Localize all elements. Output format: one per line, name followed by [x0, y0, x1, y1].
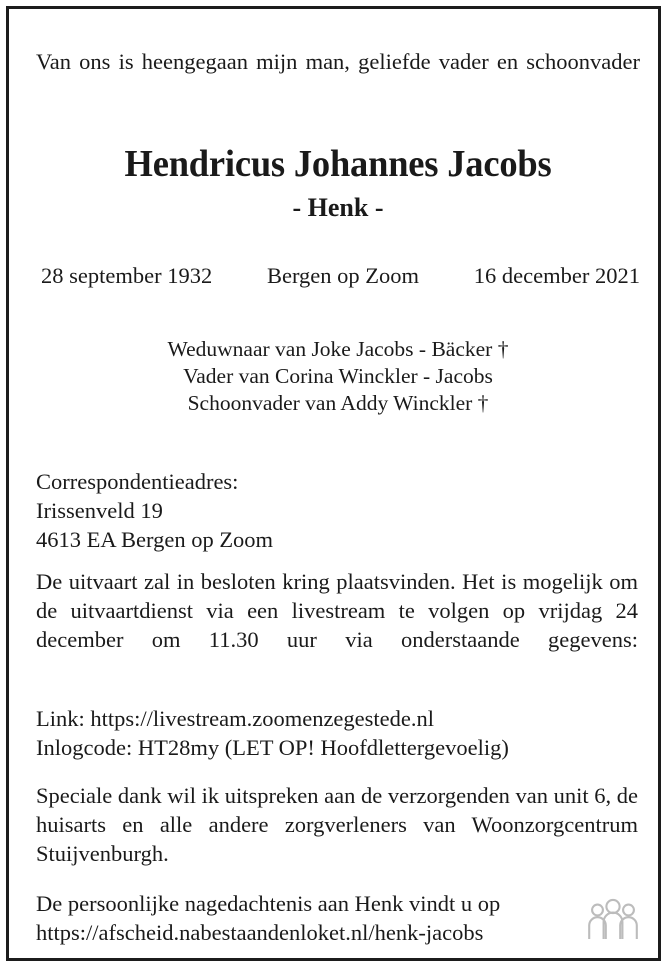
- address-label: Correspondentieadres:: [36, 469, 239, 494]
- relation-line: Schoonvader van Addy Winckler †: [187, 391, 489, 415]
- obituary-notice-frame: [6, 6, 661, 961]
- family-relations: [36, 336, 640, 417]
- three-people-logo-icon: [586, 898, 640, 942]
- life-dates-row: [41, 261, 640, 290]
- death-date: 16 december 2021: [473, 263, 640, 288]
- intro-text: Van ons is heengegaan mijn man, geliefde vader en schoonvader: [36, 49, 640, 74]
- birth-place: Bergen op Zoom: [266, 263, 420, 288]
- name-block: [36, 142, 640, 224]
- memorial-url: https://afscheid.nabestaandenloket.nl/henk-jacobs: [36, 920, 484, 945]
- livestream-login-code: Inlogcode: HT28my (LET OP! Hoofdlettergevoelig): [36, 735, 509, 760]
- livestream-link: Link: https://livestream.zoomenzegestede.nl: [36, 706, 435, 731]
- deceased-nickname: - Henk -: [292, 193, 384, 222]
- address-street: Irissenveld 19: [36, 498, 163, 523]
- livestream-details: [36, 704, 640, 762]
- address-city: 4613 EA Bergen op Zoom: [36, 527, 274, 552]
- memorial-text: De persoonlijke nagedachtenis aan Henk vindt u op: [36, 891, 501, 916]
- memorial-page-info: [36, 889, 640, 947]
- deceased-full-name: Hendricus Johannes Jacobs: [124, 143, 552, 185]
- relation-line: Vader van Corina Winckler - Jacobs: [183, 364, 493, 388]
- correspondence-address: [36, 467, 640, 554]
- thanks-message: Speciale dank wil ik uitspreken aan de verzorgenden van unit 6, de huisarts en alle andere zorgverleners van Woonzorgcentrum Stuijvenburgh.: [36, 783, 638, 866]
- relation-line: Weduwnaar van Joke Jacobs - Bäcker †: [167, 337, 509, 361]
- service-information: De uitvaart zal in besloten kring plaatsvinden. Het is mogelijk om de uitvaartdienst via een livestream te volgen op vrijdag 24 december om 11.30 uur via onderstaande gegevens:: [36, 569, 638, 652]
- birth-date: 28 september 1932: [41, 263, 213, 288]
- obituary-content: [36, 9, 640, 958]
